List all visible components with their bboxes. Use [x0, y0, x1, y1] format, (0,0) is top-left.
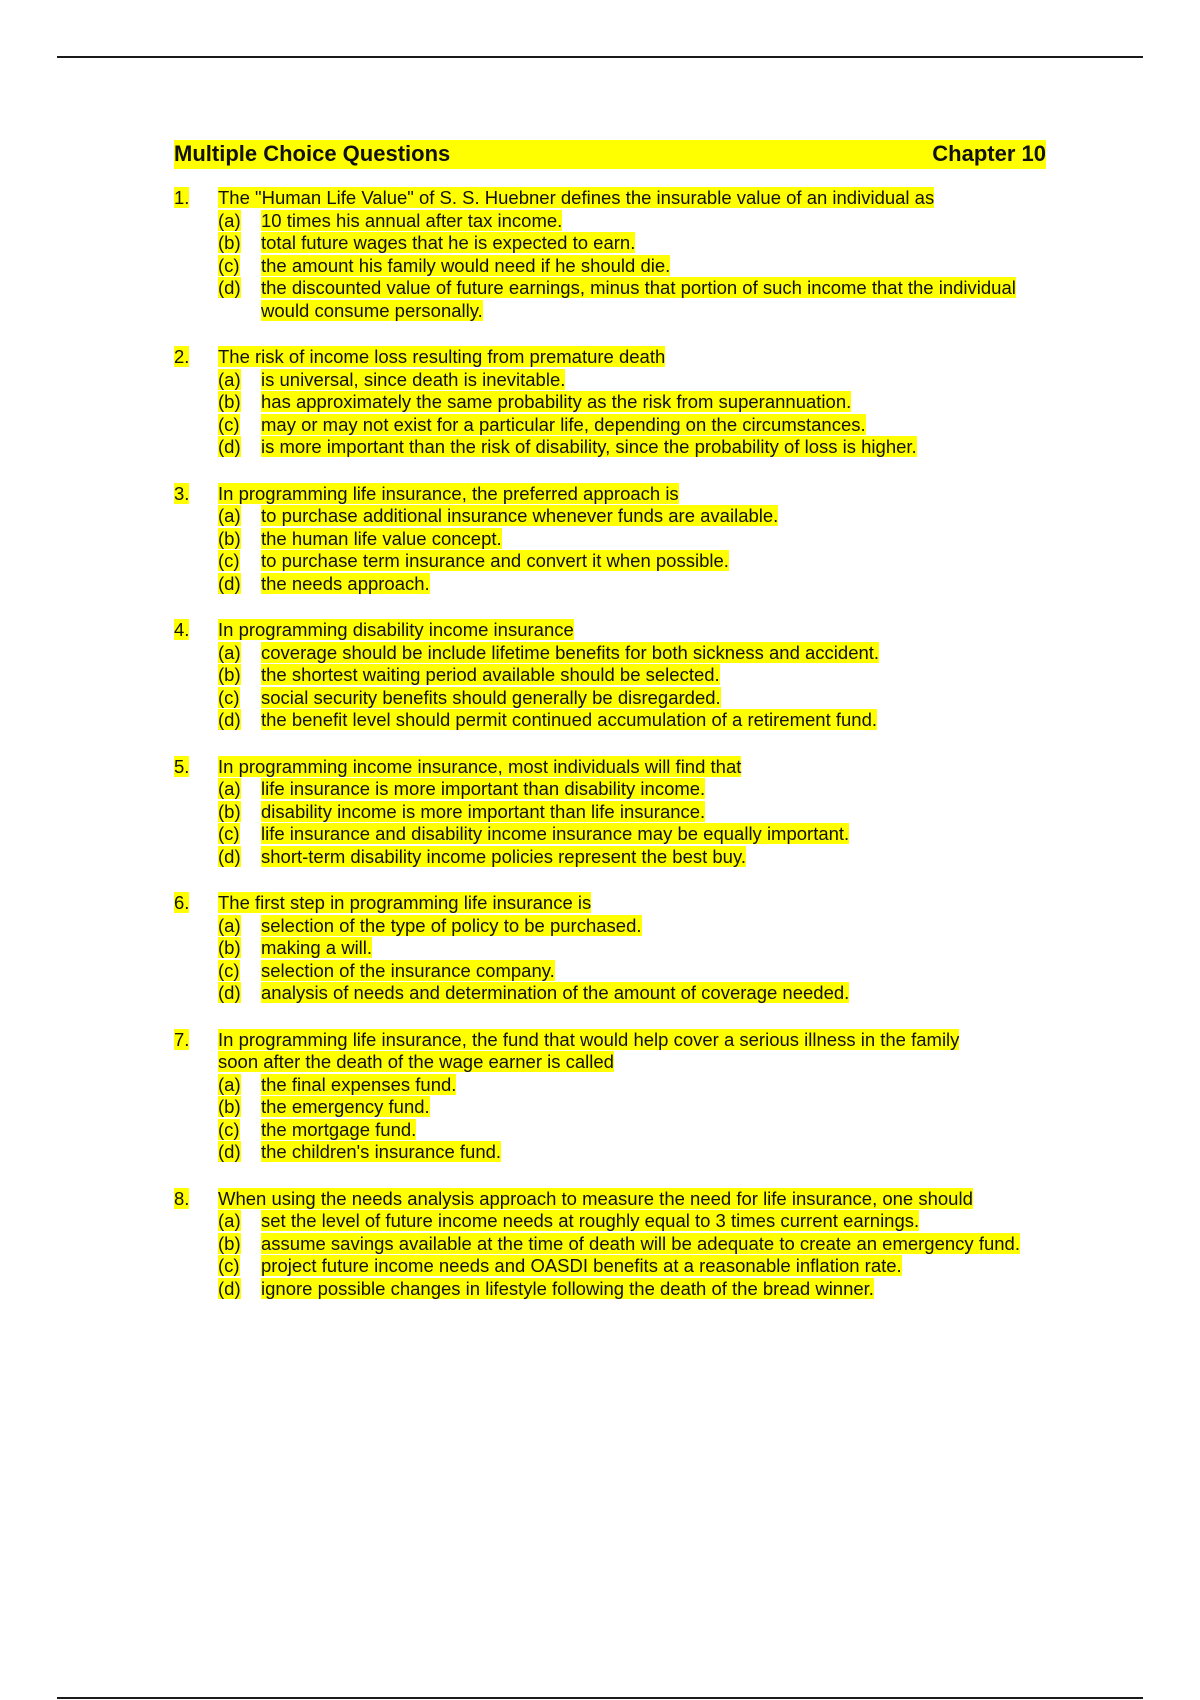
option-text: the needs approach. — [261, 572, 430, 594]
option-text: the children's insurance fund. — [261, 1141, 502, 1162]
option-label: (b) — [218, 664, 241, 685]
option-label: (c) — [218, 686, 240, 708]
option-label: (b) — [218, 232, 241, 253]
option-b — [218, 664, 1046, 687]
option-text: project future income needs and OASDI benefits at a reasonable inflation rate. — [261, 1255, 902, 1276]
option-b — [218, 801, 1046, 824]
option-label: (c) — [218, 1255, 240, 1276]
option-label: (c) — [218, 823, 240, 844]
question-2 — [174, 346, 1046, 459]
option-label: (b) — [218, 1096, 241, 1117]
option-text: the human life value concept. — [261, 527, 502, 549]
option-text: short-term disability income policies represent the best buy. — [261, 845, 746, 867]
option-c — [218, 687, 1046, 710]
option-a — [218, 505, 1046, 528]
question-number: 8. — [174, 1187, 190, 1209]
option-b — [218, 1233, 1046, 1256]
option-text: the amount his family would need if he should die. — [261, 254, 671, 276]
option-d — [218, 436, 1046, 459]
option-label: (a) — [218, 1073, 241, 1095]
question-number: 1. — [174, 187, 190, 208]
question-7 — [174, 1029, 1046, 1164]
option-text: the mortgage fund. — [261, 1118, 417, 1140]
question-number: 4. — [174, 619, 190, 640]
option-text: the final expenses fund. — [261, 1073, 457, 1095]
option-text: analysis of needs and determination of the amount of coverage needed. — [261, 982, 850, 1003]
option-text: coverage should be include lifetime benefits for both sickness and accident. — [261, 641, 880, 663]
option-label: (a) — [218, 505, 241, 526]
option-label: (a) — [218, 1210, 241, 1231]
question-number: 2. — [174, 346, 190, 367]
question-6 — [174, 892, 1046, 1005]
option-c — [218, 414, 1046, 437]
top-rule — [57, 56, 1143, 58]
document-body — [174, 140, 1046, 1324]
option-label: (a) — [218, 778, 241, 799]
option-d — [218, 709, 1046, 732]
option-text: life insurance and disability income insurance may be equally important. — [261, 823, 850, 844]
option-a — [218, 642, 1046, 665]
question-text: In programming income insurance, most individuals will find that — [218, 755, 742, 777]
option-a — [218, 778, 1046, 801]
option-label: (d) — [218, 1141, 241, 1162]
option-text: 10 times his annual after tax income. — [261, 209, 563, 231]
option-label: (d) — [218, 436, 241, 457]
option-b — [218, 528, 1046, 551]
option-text: set the level of future income needs at roughly equal to 3 times current earnings. — [261, 1210, 920, 1231]
option-text: is more important than the risk of disability, since the probability of loss is higher. — [261, 436, 917, 457]
option-text: disability income is more important than life insurance. — [261, 800, 706, 822]
option-label: (d) — [218, 709, 241, 730]
option-label: (b) — [218, 1232, 241, 1254]
option-text: selection of the insurance company. — [261, 959, 555, 981]
option-text: the discounted value of future earnings, minus that portion of such income that the individual would consume personally. — [261, 277, 1016, 321]
option-label: (c) — [218, 959, 240, 981]
option-label: (d) — [218, 982, 241, 1003]
option-label: (a) — [218, 914, 241, 936]
question-number: 6. — [174, 892, 190, 913]
option-c — [218, 1119, 1046, 1142]
question-1 — [174, 187, 1046, 322]
question-text: When using the needs analysis approach to measure the need for life insurance, one should — [218, 1187, 973, 1209]
option-label: (b) — [218, 800, 241, 822]
option-d — [218, 1278, 1046, 1301]
option-d — [218, 846, 1046, 869]
option-label: (d) — [218, 277, 241, 298]
option-c — [218, 1255, 1046, 1278]
option-label: (c) — [218, 1118, 240, 1140]
option-d — [218, 982, 1046, 1005]
option-label: (a) — [218, 641, 241, 663]
option-label: (b) — [218, 391, 241, 412]
question-text: In programming life insurance, the fund that would help cover a serious illness in the family soon after the death of the wage earner is called — [218, 1028, 960, 1072]
question-number: 3. — [174, 482, 190, 504]
option-text: has approximately the same probability as the risk from superannuation. — [261, 391, 852, 412]
option-text: the shortest waiting period available should be selected. — [261, 664, 720, 685]
question-text: In programming disability income insurance — [218, 619, 574, 640]
option-a — [218, 915, 1046, 938]
question-4 — [174, 619, 1046, 732]
question-number: 7. — [174, 1028, 190, 1050]
chapter-label: Chapter 10 — [932, 141, 1046, 167]
option-text: to purchase additional insurance whenever funds are available. — [261, 505, 779, 526]
option-text: making a will. — [261, 937, 373, 958]
option-label: (b) — [218, 937, 241, 958]
question-5 — [174, 756, 1046, 869]
option-c — [218, 823, 1046, 846]
option-d — [218, 1141, 1046, 1164]
option-text: is universal, since death is inevitable. — [261, 368, 566, 390]
option-b — [218, 937, 1046, 960]
option-a — [218, 1074, 1046, 1097]
question-text: The risk of income loss resulting from premature death — [218, 346, 666, 367]
question-text: The first step in programming life insurance is — [218, 892, 592, 913]
option-label: (c) — [218, 550, 240, 571]
option-d — [218, 573, 1046, 596]
option-d — [218, 277, 1046, 322]
option-text: to purchase term insurance and convert it when possible. — [261, 550, 729, 571]
option-b — [218, 391, 1046, 414]
section-header — [174, 140, 1046, 169]
option-label: (d) — [218, 572, 241, 594]
option-label: (a) — [218, 209, 241, 231]
question-text: In programming life insurance, the preferred approach is — [218, 482, 679, 504]
option-text: total future wages that he is expected to earn. — [261, 232, 636, 253]
option-text: selection of the type of policy to be purchased. — [261, 914, 642, 936]
option-label: (c) — [218, 413, 240, 435]
option-label: (d) — [218, 845, 241, 867]
option-text: the emergency fund. — [261, 1096, 430, 1117]
question-number: 5. — [174, 755, 190, 777]
option-c — [218, 255, 1046, 278]
option-a — [218, 210, 1046, 233]
option-c — [218, 550, 1046, 573]
option-b — [218, 232, 1046, 255]
option-c — [218, 960, 1046, 983]
bottom-rule — [57, 1697, 1143, 1699]
question-3 — [174, 483, 1046, 596]
option-text: the benefit level should permit continued accumulation of a retirement fund. — [261, 709, 878, 730]
option-label: (b) — [218, 527, 241, 549]
option-text: assume savings available at the time of death will be adequate to create an emergency fund. — [261, 1232, 1020, 1254]
option-a — [218, 1210, 1046, 1233]
option-text: ignore possible changes in lifestyle following the death of the bread winner. — [261, 1277, 874, 1299]
section-title: Multiple Choice Questions — [174, 141, 451, 167]
option-text: life insurance is more important than disability income. — [261, 778, 706, 799]
option-a — [218, 369, 1046, 392]
option-label: (c) — [218, 254, 240, 276]
option-b — [218, 1096, 1046, 1119]
option-text: may or may not exist for a particular life, depending on the circumstances. — [261, 413, 866, 435]
option-label: (d) — [218, 1277, 241, 1299]
question-text: The "Human Life Value" of S. S. Huebner defines the insurable value of an individual as — [218, 187, 935, 208]
question-8 — [174, 1188, 1046, 1301]
option-label: (a) — [218, 368, 241, 390]
option-text: social security benefits should generally be disregarded. — [261, 686, 721, 708]
